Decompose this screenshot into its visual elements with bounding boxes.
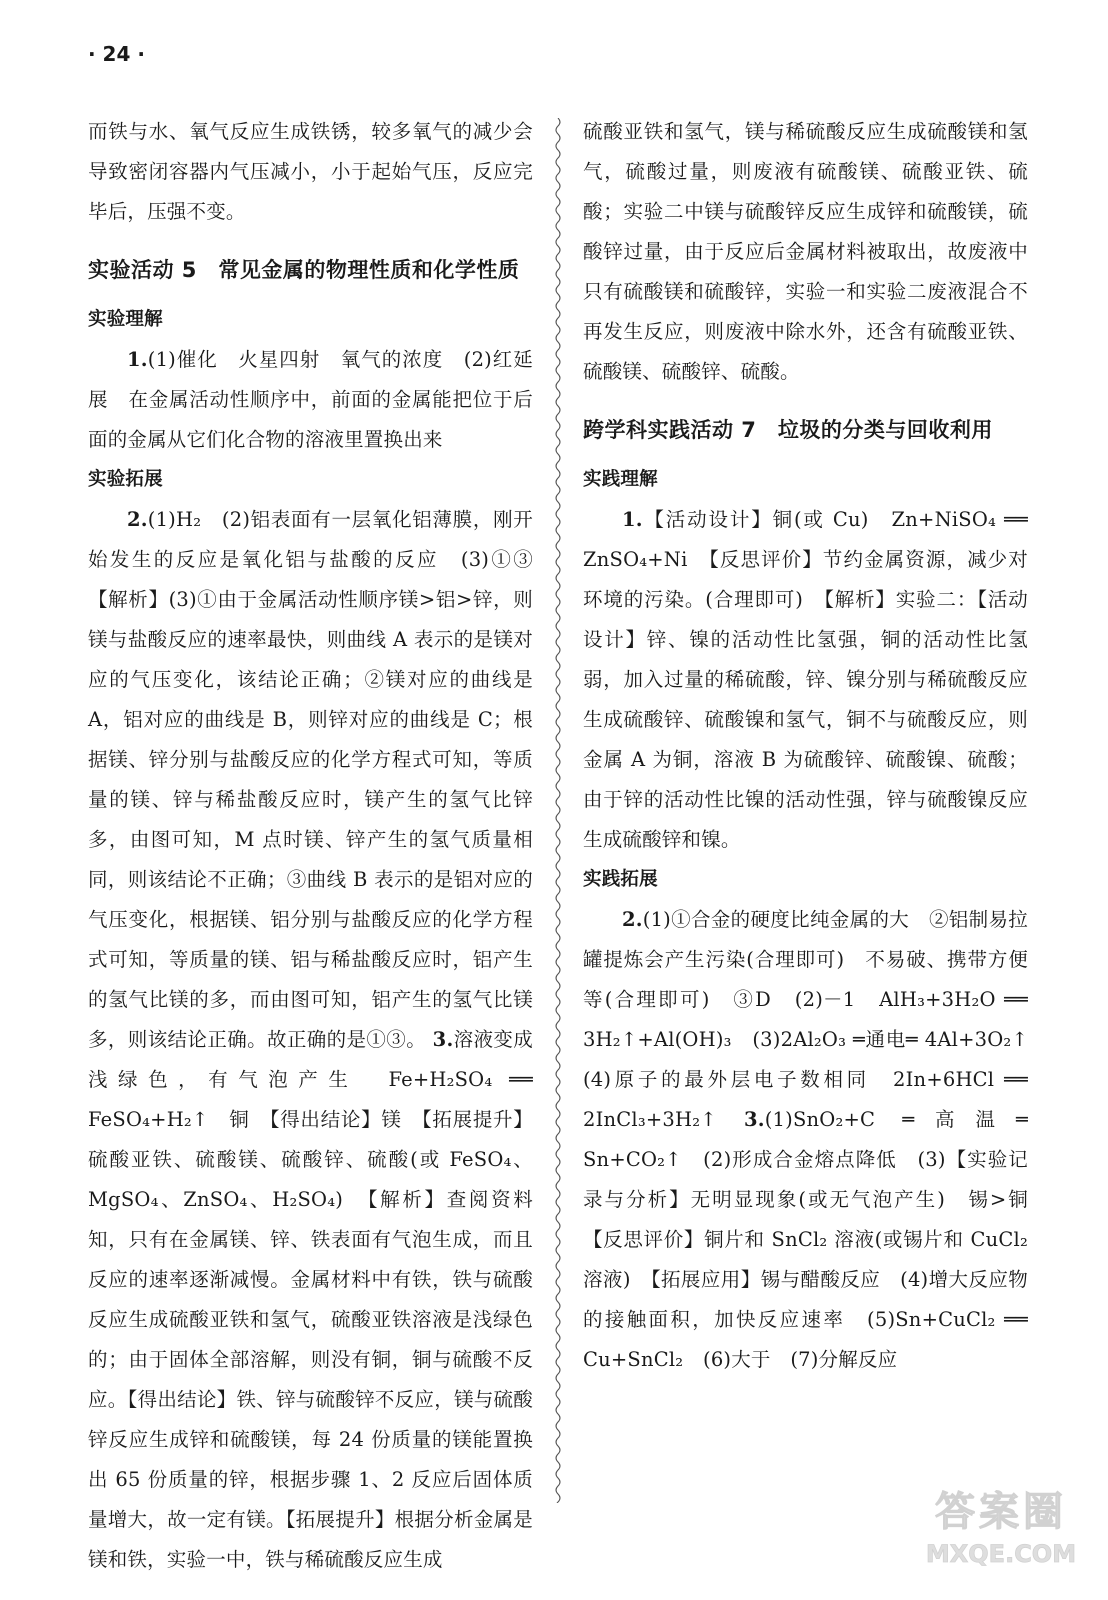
practice-answer-1-text: 【活动设计】铜(或 Cu) Zn+NiSO₄ ══ ZnSO₄+Ni 【反思评价】节约金属资源，减少对环境的污染。(合理即可) 【解析】实验二：【活动设计】锌、镍的活动性比氢强，铜的活动性比氢弱，加入过量的稀硫酸，锌、镍分别与稀硫酸反应生成硫酸锌、硫酸镍和氢气，铜不与硫酸反应，则金属 A 为铜，溶液 B 为硫酸锌、硫酸镍、硫酸；由于锌的活动性比镍的活动性强，锌与硫酸镍反应生成硫酸锌和镍。 — [583, 508, 1028, 851]
page-number: · 24 · — [88, 42, 145, 66]
practice-answer-3-number: 3. — [743, 1108, 765, 1131]
answer-3-text: 溶液变成浅绿色，有气泡产生 Fe+H₂SO₄ ══ FeSO₄+H₂↑ 铜 【得出结论】镁 【拓展提升】硫酸亚铁、硫酸镁、硫酸锌、硫酸(或 FeSO₄、MgSO₄、ZnSO₄、H₂SO₄) 【解析】查阅资料知，只有在金属镁、锌、铁表面有气泡生成，而且反应的速率逐渐减慢。金属材料中有铁，铁与硫酸反应生成硫酸亚铁和氢气，硫酸亚铁溶液是浅绿色的；由于固体全部溶解，则没有铜，铜与硫酸不反应。【得出结论】铁、锌与硫酸锌不反应，镁与硫酸锌反应生成锌和硫酸镁，每 24 份质量的镁能置换出 65 份质量的锌，根据步骤 1、2 反应后固体质量增大，故一定有镁。【拓展提升】根据分析金属是镁和铁，实验一中，铁与稀硫酸反应生成 — [88, 1028, 533, 1571]
answer-1-text: (1)催化 火星四射 氧气的浓度 (2)红延展 在金属活动性顺序中，前面的金属能把位于后面的金属从它们化合物的溶液里置换出来 — [88, 348, 533, 451]
practice-answer-2-text: (1)①合金的硬度比纯金属的大 ②铝制易拉罐提炼会产生污染(合理即可) 不易破、携带方便等(合理即可) ③D (2)－1 AlH₃+3H₂O ══ 3H₂↑+Al(OH)₃ (3)2Al₂O₃ ═通电═ 4Al+3O₂↑ (4)原子的最外层电子数相同 2In+6HCl ══ 2InCl₃+3H₂↑ — [583, 908, 1048, 1131]
column-divider — [552, 118, 564, 1503]
practice-answer-1-number: 1. — [622, 508, 643, 531]
practice-answer-2 — [583, 900, 1048, 1380]
left-paragraph-continuation: 而铁与水、氧气反应生成铁锈，较多氧气的减少会导致密闭容器内气压减小，小于起始气压，反应完毕后，压强不变。 — [88, 120, 533, 223]
practice-answer-3-text: (1)SnO₂+C ═高温═ Sn+CO₂↑ (2)形成合金熔点降低 (3)【实验记录与分析】无明显现象(或无气泡产生) 锡>铜 【反思评价】铜片和 SnCl₂ 溶液(或锡片和 CuCl₂ 溶液) 【拓展应用】锡与醋酸反应 (4)增大反应物的接触面积，加快反应速率 (5)Sn+CuCl₂ ══ Cu+SnCl₂ (6)大于 (7)分解反应 — [583, 1108, 1048, 1371]
practice-answer-2-number: 2. — [622, 908, 643, 931]
practice-answer-1 — [583, 500, 1028, 860]
right-column — [583, 112, 1048, 1380]
answer-1 — [88, 340, 533, 460]
answer-2 — [88, 500, 553, 1580]
watermark-logo — [916, 1487, 1086, 1582]
watermark-top-text: 答案圈 — [935, 1489, 1067, 1535]
heading-experiment-expansion: 实验拓展 — [88, 469, 163, 490]
heading-activity-7: 跨学科实践活动 7 垃圾的分类与回收利用 — [583, 418, 993, 442]
watermark-bottom-text: MXQE.COM — [925, 1540, 1077, 1568]
answer-1-number: 1. — [127, 348, 148, 371]
heading-activity-5: 实验活动 5 常见金属的物理性质和化学性质 — [88, 258, 520, 282]
heading-practice-understanding: 实践理解 — [583, 469, 658, 490]
left-column — [88, 112, 553, 1580]
heading-experiment-understanding: 实验理解 — [88, 309, 163, 330]
answer-2-text: (1)H₂ (2)铝表面有一层氧化铝薄膜，刚开始发生的反应是氧化铝与盐酸的反应 (3)①③ 【解析】(3)①由于金属活动性顺序镁>铝>锌，则镁与盐酸反应的速率最快，则曲线 A 表示的是镁对应的气压变化，该结论正确；②镁对应的曲线是 A，铝对应的曲线是 B，则锌对应的曲线是 C；根据镁、锌分别与盐酸反应的化学方程式可知，等质量的镁、锌与稀盐酸反应时，镁产生的氢气比锌多，由图可知，M 点时镁、锌产生的氢气质量相同，则该结论不正确；③曲线 B 表示的是铝对应的气压变化，根据镁、铝分别与盐酸反应的化学方程式可知，等质量的镁、铝与稀盐酸反应时，铝产生的氢气比镁的多，而由图可知，铝产生的氢气比镁多，则该结论正确。故正确的是①③。 — [88, 508, 553, 1051]
answer-2-number: 2. — [127, 508, 148, 531]
heading-practice-expansion: 实践拓展 — [583, 869, 658, 890]
right-paragraph-continuation: 硫酸亚铁和氢气，镁与稀硫酸反应生成硫酸镁和氢气，硫酸过量，则废液有硫酸镁、硫酸亚铁、硫酸；实验二中镁与硫酸锌反应生成锌和硫酸镁，硫酸锌过量，由于反应后金属材料被取出，故废液中只有硫酸镁和硫酸锌，实验一和实验二废液混合不再发生反应，则废液中除水外，还含有硫酸亚铁、硫酸镁、硫酸锌、硫酸。 — [583, 120, 1028, 383]
answer-3-number: 3. — [432, 1028, 454, 1051]
